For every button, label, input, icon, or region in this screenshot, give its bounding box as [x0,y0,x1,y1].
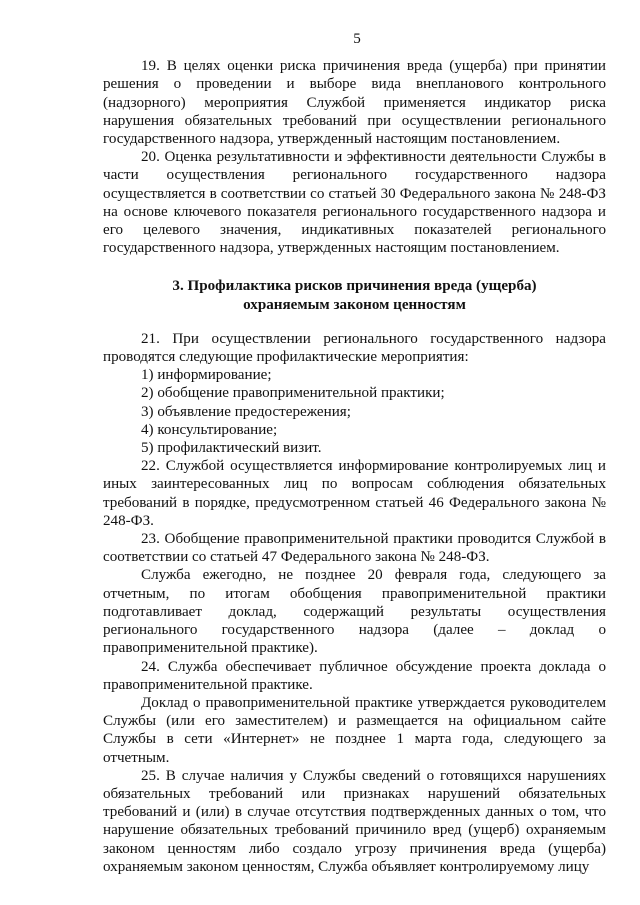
list-item-generalization: 2) обобщение правоприменительной практики; [141,385,445,402]
paragraph-19: 19. В целях оценки риска причинения вреда (ущерба) при принятии решения о проведении и выборе вида внепланового контрольного (надзорного) мероприятия Службой применяется индикатор риска нарушения обязательных требований при осуществлении регионального государственного надзора, утвержденный настоящим постановлением. [103,58,606,148]
paragraph-23: 23. Обобщение правоприменительной практики проводится Службой в соответствии со статьей 47 Федерального закона № 248-ФЗ. [103,531,606,566]
list-item-consulting: 4) консультирование; [141,421,278,438]
section-heading [103,277,606,313]
paragraph-annual-report: Служба ежегодно, не позднее 20 февраля года, следующего за отчетным, по итогам обобщения правоприменительной практики подготавливает доклад, содержащий результаты осуществления регионального государственного надзора (далее – доклад о правоприменительной практике). [103,567,606,657]
page-number: 5 [353,31,361,47]
paragraph-24: 24. Служба обеспечивает публичное обсуждение проекта доклада о правоприменительной практике. [103,658,606,693]
paragraph-20: 20. Оценка результативности и эффективности деятельности Службы в части осуществления регионального государственного надзора осуществляется в соответствии со статьей 30 Федерального закона № 248-ФЗ на основе ключевого показателя регионального государственного надзора и его целевого значения, индикативных показателей регионального государственного надзора, утвержденных настоящим постановлением. [103,149,606,257]
document-page [103,30,606,876]
paragraph-22: 22. Службой осуществляется информирование контролируемых лиц и иных заинтересованных лиц по вопросам соблюдения обязательных требований в порядке, предусмотренном статьей 46 Федерального закона № 248-ФЗ. [103,458,606,529]
list-item-visit: 5) профилактический визит. [141,440,322,457]
section-heading-line-2: охраняемым законом ценностям [243,296,466,313]
paragraph-report-approval: Доклад о правоприменительной практике утверждается руководителем Службы (или его заместителем) и размещается на официальном сайте Службы в сети «Интернет» не позднее 1 марта года, следующего за отчетным. [103,694,606,766]
section-heading-line-1: 3. Профилактика рисков причинения вреда (ущерба) [172,278,537,295]
paragraph-21-intro: 21. При осуществлении регионального государственного надзора проводятся следующие профилактические мероприятия: [103,330,606,366]
paragraph-25: 25. В случае наличия у Службы сведений о готовящихся нарушениях обязательных требований или признаках нарушений обязательных требований и (или) в случае отсутствия подтвержденных данных о том, что нарушение обязательных требований причинило вред (ущерб) охраняемым законом ценностям либо создало угрозу причинения вреда (ущерба) охраняемым законом ценностям, Служба объявляет контролируемому лицу [103,767,606,875]
list-item-warning: 3) объявление предостережения; [141,403,351,420]
list-item-informing: 1) информирование; [141,367,272,384]
